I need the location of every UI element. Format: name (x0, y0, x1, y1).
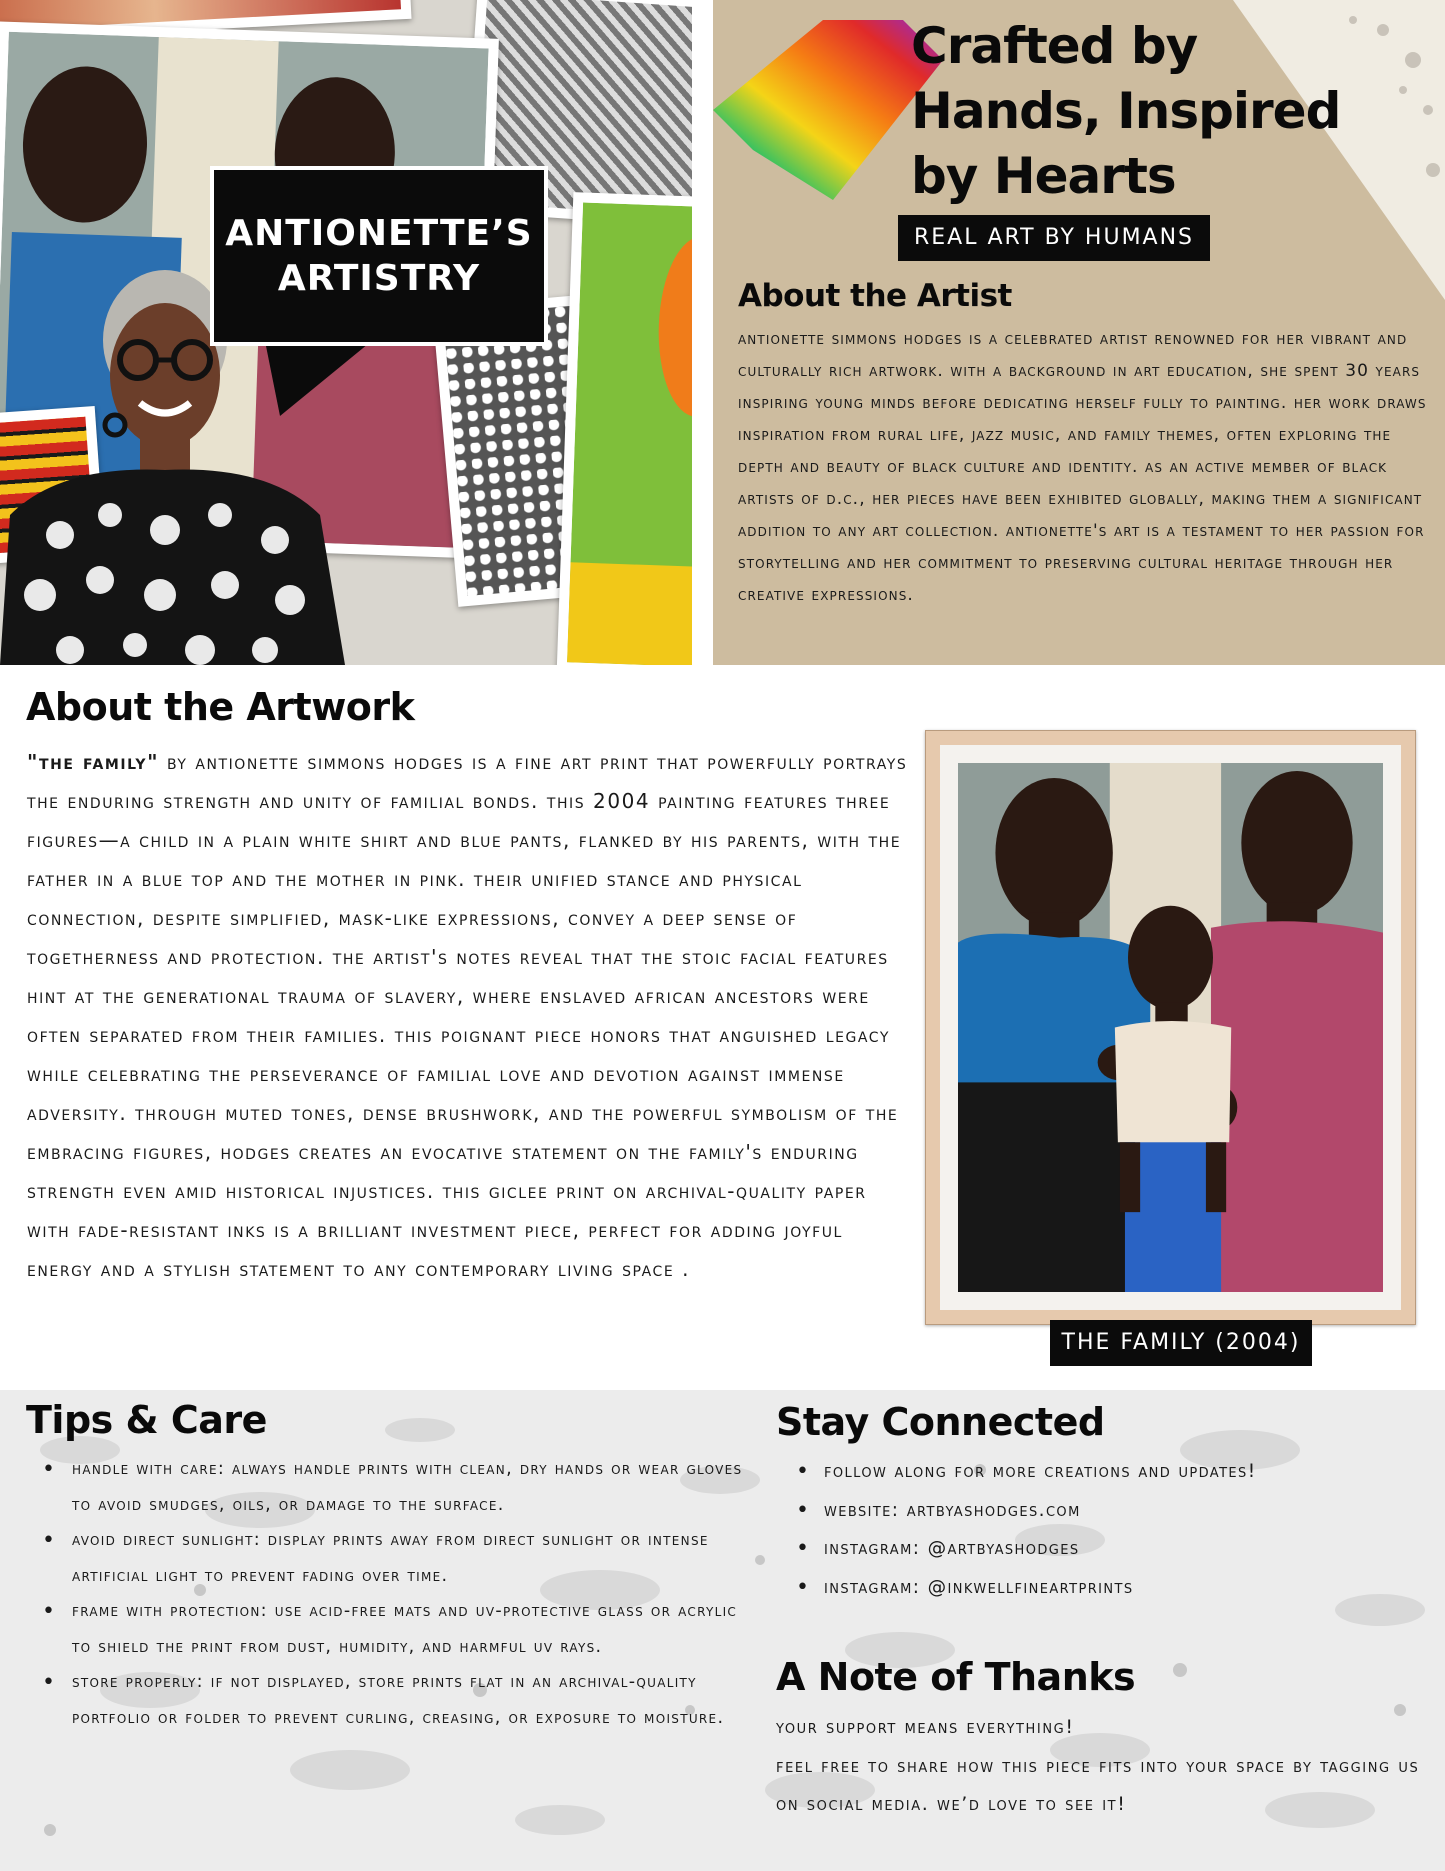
framed-artwork (925, 730, 1416, 1325)
collage-title-line1: ANTIONETTE’S (225, 213, 533, 254)
about-artist-panel (713, 0, 1445, 665)
collage-print-green (557, 192, 692, 665)
about-artwork-body (27, 743, 912, 1289)
about-artwork-heading: About the Artwork (26, 685, 415, 729)
list-item: • follow along for more creations and updates! (796, 1453, 1356, 1492)
list-item: • handle with care: always handle prints with clean, dry hands or wear gloves to avoid smudges, oils, or damage to the surface. (42, 1452, 762, 1523)
stay-connected-list (796, 1453, 1356, 1607)
hero-title (911, 14, 1341, 209)
artwork-caption-badge: THE FAMILY (2004) (1050, 1320, 1312, 1366)
artwork-description: by antionette simmons hodges is a fine art print that powerfully portrays the enduring strength and unity of familial bonds. this 2004 painting features three figures—a child in a plain white shirt and blue pants, flanked by his parents, with the father in a blue top and the mother in pink. their unified stance and physical connection, despite simplified, mask-like expressions, convey a deep sense of togetherness and protection. the artist's notes reveal that the stoic facial features hint at the generational trauma of slavery, where enslaved african ancestors were often separated from their families. this poignant piece honors that anguished legacy while celebrating the perseverance of familial love and devotion against immense adversity. through muted tones, dense brushwork, and the powerful symbolism of the embracing figures, hodges creates an evocative statement on the family's enduring strength even amid historical injustices. this giclee print on archival-quality paper with fade-resistant inks is a brilliant investment piece, perfect for adding joyful energy and a stylish statement to any contemporary living space . (27, 750, 908, 1281)
about-artist-body: antionette simmons hodges is a celebrated artist renowned for her vibrant and culturally rich artwork. with a background in art education, she spent 30 years inspiring young minds before dedicating herself fully to painting. her work draws inspiration from rural life, jazz music, and family themes, often exploring the depth and beauty of black culture and identity. as an active member of black artists of d.c., her pieces have been exhibited globally, making them a significant addition to any art collection. antionette's art is a testament to her passion for storytelling and her commitment to preserving cultural heritage through her creative expressions. (738, 329, 1427, 605)
artwork-title-inline: "the family" (27, 750, 160, 774)
thanks-body (776, 1708, 1426, 1824)
the-family-painting (958, 763, 1383, 1292)
instagram-link-artbyashodges[interactable]: • instagram: @artbyashodges (796, 1530, 1356, 1569)
about-artist-heading: About the Artist (738, 278, 1012, 314)
tips-care-list (42, 1452, 762, 1736)
thanks-line1: your support means everything! (776, 1716, 1075, 1738)
artwork-mat (940, 745, 1401, 1310)
speech-bubble (210, 166, 548, 346)
stay-connected-heading: Stay Connected (776, 1400, 1105, 1444)
collage-title-line2: ARTISTRY (277, 258, 481, 299)
tips-care-heading: Tips & Care (26, 1398, 267, 1442)
real-art-badge: REAL ART BY HUMANS (898, 215, 1210, 261)
hero-title-line3: by Hearts (911, 147, 1176, 205)
thanks-line2: feel free to share how this piece fits into your space by tagging us on social media. we’d love to see it! (776, 1754, 1420, 1815)
list-item: • frame with protection: use acid-free mats and uv-protective glass or acrylic to shield the print from dust, humidity, and harmful uv rays. (42, 1594, 762, 1665)
list-item: • avoid direct sunlight: display prints away from direct sunlight or intense artificial light to prevent fading over time. (42, 1523, 762, 1594)
hero-title-line1: Crafted by (911, 17, 1198, 75)
website-link[interactable]: • website: artbyashodges.com (796, 1492, 1356, 1531)
list-item: • store properly: if not displayed, store prints flat in an archival-quality portfolio or folder to prevent curling, creasing, or exposure to moisture. (42, 1665, 762, 1736)
hero-title-line2: Hands, Inspired (911, 82, 1341, 140)
thanks-heading: A Note of Thanks (776, 1655, 1136, 1699)
artist-collage (0, 0, 692, 665)
instagram-link-inkwell[interactable]: • instagram: @inkwellfineartprints (796, 1569, 1356, 1608)
collage-title (225, 211, 532, 301)
